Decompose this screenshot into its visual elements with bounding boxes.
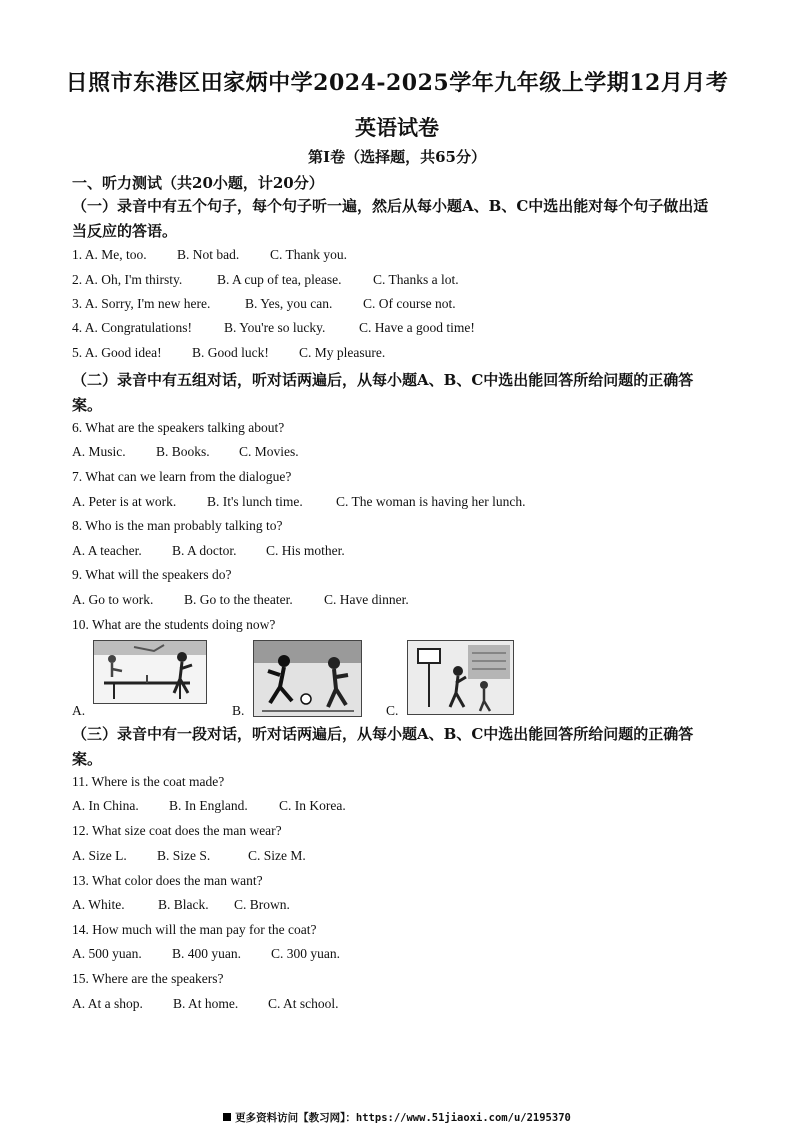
picture-c-basketball xyxy=(407,640,514,715)
footer xyxy=(0,1110,794,1125)
option-a: 4. A. Congratulations! xyxy=(72,320,192,335)
question-11-options xyxy=(72,798,346,814)
instruction-part3: （三）录音中有一段对话，听对话两遍后，从每小题A、B、C中选出能回答所给问题的正确答案。 xyxy=(72,725,694,768)
picture-c-label: C. xyxy=(386,703,399,718)
option-c: C. My pleasure. xyxy=(299,345,386,360)
option-b: B. In England. xyxy=(169,798,248,813)
question-2 xyxy=(72,272,459,288)
picture-b-label: B. xyxy=(232,703,245,718)
option-b: B. You're so lucky. xyxy=(224,320,326,335)
option-a: A. Peter is at work. xyxy=(72,494,177,509)
question-14-stem: 14. How much will the man pay for the coat? xyxy=(72,922,317,937)
option-c: C. In Korea. xyxy=(279,798,346,813)
question-12-stem: 12. What size coat does the man wear? xyxy=(72,823,282,838)
option-c: C. Brown. xyxy=(234,897,290,912)
section-heading-listening: 一、听力测试（共20小题，计20分） xyxy=(72,174,324,192)
question-8-stem: 8. Who is the man probably talking to? xyxy=(72,518,283,533)
question-6-options xyxy=(72,444,299,460)
question-9-options xyxy=(72,592,409,608)
exam-title: 日照市东港区田家炳中学2024-2025学年九年级上学期12月月考 xyxy=(65,70,729,96)
option-c: C. Size M. xyxy=(248,848,306,863)
option-b: B. Not bad. xyxy=(177,247,240,262)
option-a: A. Music. xyxy=(72,444,126,459)
question-13-stem: 13. What color does the man want? xyxy=(72,873,263,888)
option-a: A. 500 yuan. xyxy=(72,946,142,961)
instruction-part2: （二）录音中有五组对话，听对话两遍后，从每小题A、B、C中选出能回答所给问题的正确答案。 xyxy=(72,371,694,414)
question-12-options xyxy=(72,848,306,864)
question-10-stem: 10. What are the students doing now? xyxy=(72,617,276,632)
option-c: C. 300 yuan. xyxy=(271,946,340,961)
option-a: 2. A. Oh, I'm thirsty. xyxy=(72,272,183,287)
picture-a-label: A. xyxy=(72,703,86,718)
option-b: B. Good luck! xyxy=(192,345,269,360)
question-3 xyxy=(72,296,456,312)
question-15-options xyxy=(72,996,339,1012)
option-a: 1. A. Me, too. xyxy=(72,247,147,262)
option-b: B. Yes, you can. xyxy=(245,296,333,311)
question-7-options xyxy=(72,494,525,510)
question-4 xyxy=(72,320,475,336)
option-c: C. Of course not. xyxy=(363,296,456,311)
question-13-options xyxy=(72,897,290,913)
footer-link[interactable]: 更多资料访问【教习网】：https://www.51jiaoxi.com/u/2195370 xyxy=(235,1112,571,1124)
option-c: C. The woman is having her lunch. xyxy=(336,494,526,509)
option-b: B. A cup of tea, please. xyxy=(217,272,342,287)
question-1 xyxy=(72,247,347,263)
instruction-part1: （一）录音中有五个句子，每个句子听一遍，然后从每小题A、B、C中选出能对每个句子做出适当反应的答语。 xyxy=(72,197,709,240)
option-c: C. At school. xyxy=(268,996,339,1011)
option-c: C. Have dinner. xyxy=(324,592,409,607)
option-b: B. Black. xyxy=(158,897,209,912)
part-heading: 第Ⅰ卷（选择题，共65分） xyxy=(308,148,486,166)
option-a: A. A teacher. xyxy=(72,543,142,558)
question-9-stem: 9. What will the speakers do? xyxy=(72,567,232,582)
question-6-stem: 6. What are the speakers talking about? xyxy=(72,420,285,435)
option-c: C. Have a good time! xyxy=(359,320,475,335)
option-a: A. Go to work. xyxy=(72,592,154,607)
question-15-stem: 15. Where are the speakers? xyxy=(72,971,224,986)
option-a: 3. A. Sorry, I'm new here. xyxy=(72,296,211,311)
option-b: B. It's lunch time. xyxy=(207,494,303,509)
option-c: C. Thanks a lot. xyxy=(373,272,459,287)
flag-icon xyxy=(223,1113,231,1121)
question-7-stem: 7. What can we learn from the dialogue? xyxy=(72,469,292,484)
option-a: A. White. xyxy=(72,897,125,912)
question-8-options xyxy=(72,543,345,559)
option-b: B. 400 yuan. xyxy=(172,946,241,961)
option-a: A. Size L. xyxy=(72,848,127,863)
question-14-options xyxy=(72,946,340,962)
option-a: A. At a shop. xyxy=(72,996,143,1011)
picture-a-table-tennis xyxy=(93,640,207,704)
option-b: B. Books. xyxy=(156,444,210,459)
option-c: C. Movies. xyxy=(239,444,299,459)
option-a: 5. A. Good idea! xyxy=(72,345,162,360)
exam-subtitle: 英语试卷 xyxy=(355,115,439,140)
option-b: B. Size S. xyxy=(157,848,211,863)
question-11-stem: 11. Where is the coat made? xyxy=(72,774,225,789)
picture-b-soccer xyxy=(253,640,362,717)
option-b: B. A doctor. xyxy=(172,543,237,558)
option-b: B. Go to the theater. xyxy=(184,592,293,607)
option-c: C. His mother. xyxy=(266,543,345,558)
question-5 xyxy=(72,345,385,361)
option-a: A. In China. xyxy=(72,798,139,813)
option-b: B. At home. xyxy=(173,996,239,1011)
option-c: C. Thank you. xyxy=(270,247,347,262)
